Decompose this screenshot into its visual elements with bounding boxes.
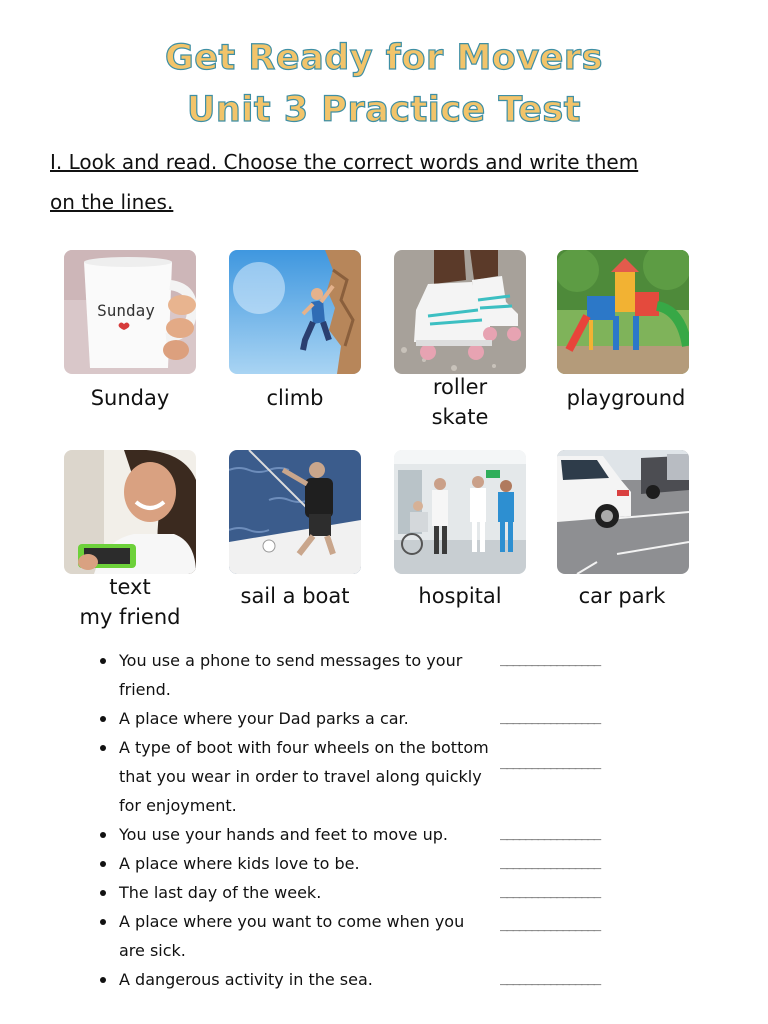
question-text: A place where kids love to be. <box>119 854 360 873</box>
word-skate: skate <box>431 405 489 429</box>
word-sunday: Sunday <box>90 386 170 410</box>
question-text: A dangerous activity in the sea. <box>119 970 373 989</box>
bullet-icon <box>100 832 106 838</box>
bullet-icon <box>100 977 106 983</box>
roller-skate-image <box>394 250 526 374</box>
mug-text: Sunday <box>97 301 155 320</box>
instruction-line1: I. Look and read. Choose the correct words and write them <box>50 150 639 174</box>
word-climb: climb <box>266 386 324 410</box>
bullet-icon <box>100 745 106 751</box>
question-text: are sick. <box>119 941 186 960</box>
answer-blank[interactable]: ________________ <box>500 971 600 986</box>
word-my-friend: my friend <box>79 605 181 629</box>
answer-blank[interactable]: ________________ <box>500 652 600 667</box>
question-text: The last day of the week. <box>119 883 322 902</box>
worksheet-title-line2: Unit 3 Practice Test <box>187 90 581 130</box>
answer-blank[interactable]: ________________ <box>500 826 600 841</box>
word-hospital: hospital <box>418 584 502 608</box>
answer-blank[interactable]: ________________ <box>500 884 600 899</box>
word-text: text <box>109 575 151 599</box>
question-text: You use a phone to send messages to your <box>119 651 463 670</box>
text-friend-image <box>64 450 196 574</box>
bullet-icon <box>100 716 106 722</box>
word-car-park: car park <box>578 584 666 608</box>
question-text: You use your hands and feet to move up. <box>119 825 448 844</box>
question-text: A type of boot with four wheels on the bottom <box>119 738 489 757</box>
question-text: for enjoyment. <box>119 796 237 815</box>
question-text: friend. <box>119 680 171 699</box>
climb-image <box>229 250 361 374</box>
answer-blank[interactable]: ________________ <box>500 755 600 770</box>
worksheet-title-line1: Get Ready for Movers <box>165 38 603 78</box>
bullet-icon <box>100 919 106 925</box>
question-text: A place where you want to come when you <box>119 912 465 931</box>
car-park-image <box>557 450 689 574</box>
sail-boat-image <box>229 450 361 574</box>
bullet-icon <box>100 861 106 867</box>
word-roller: roller <box>432 375 488 399</box>
sunday-mug-image <box>64 250 196 374</box>
bullet-icon <box>100 658 106 664</box>
answer-blank[interactable]: ________________ <box>500 710 600 725</box>
answer-blank[interactable]: ________________ <box>500 855 600 870</box>
question-text: that you wear in order to travel along quickly <box>119 767 482 786</box>
instruction-line2: on the lines. <box>50 190 174 214</box>
word-playground: playground <box>566 386 686 410</box>
word-sail-a-boat: sail a boat <box>240 584 350 608</box>
playground-image <box>557 250 689 374</box>
bullet-icon <box>100 890 106 896</box>
question-text: A place where your Dad parks a car. <box>119 709 409 728</box>
answer-blank[interactable]: ________________ <box>500 917 600 932</box>
hospital-image <box>394 450 526 574</box>
